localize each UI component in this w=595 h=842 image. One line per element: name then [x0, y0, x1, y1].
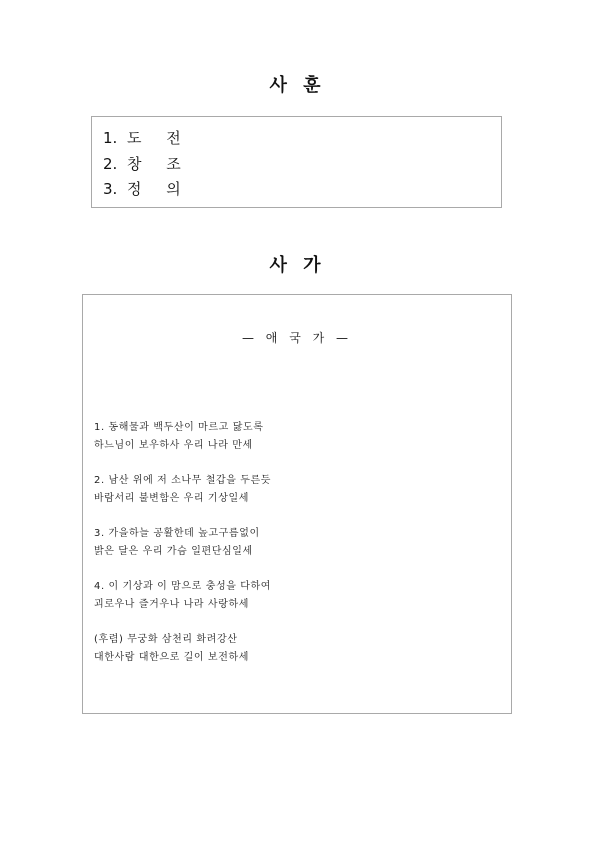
motto-heading: 사 훈 [269, 75, 326, 96]
motto-item [103, 155, 191, 173]
verse-line: 3. 가을하늘 공활한데 높고구름없이 [94, 528, 260, 539]
motto-item-text: 창 조 [127, 155, 191, 173]
verse-line: 1. 동해물과 백두산이 마르고 닳도록 [94, 422, 264, 433]
motto-item [103, 129, 191, 147]
song-box [82, 294, 512, 714]
motto-item-number: 2. [103, 155, 118, 173]
verse-line: 하느님이 보우하사 우리 나라 만세 [94, 440, 253, 451]
motto-item [103, 180, 191, 198]
verse-line: 밝은 달은 우리 가슴 일편단심일세 [94, 546, 253, 557]
verse-line: 2. 남산 위에 저 소나무 철갑을 두른듯 [94, 475, 272, 486]
motto-box [91, 116, 502, 208]
verse-line: 4. 이 기상과 이 맘으로 충성을 다하여 [94, 581, 272, 592]
motto-item-text: 도 전 [127, 129, 191, 147]
chorus-line: (후렴) 무궁화 삼천리 화려강산 [94, 634, 238, 645]
motto-item-number: 3. [103, 180, 118, 198]
song-heading: 사 가 [269, 255, 326, 276]
chorus-line: 대한사람 대한으로 길이 보전하세 [94, 652, 249, 663]
verse-line: 괴로우나 즐거우나 나라 사랑하세 [94, 599, 249, 610]
motto-item-text: 정 의 [127, 180, 191, 198]
motto-item-number: 1. [103, 129, 118, 147]
song-title: — 애 국 가 — [241, 331, 353, 345]
verse-line: 바람서리 불변함은 우리 기상일세 [94, 493, 249, 504]
